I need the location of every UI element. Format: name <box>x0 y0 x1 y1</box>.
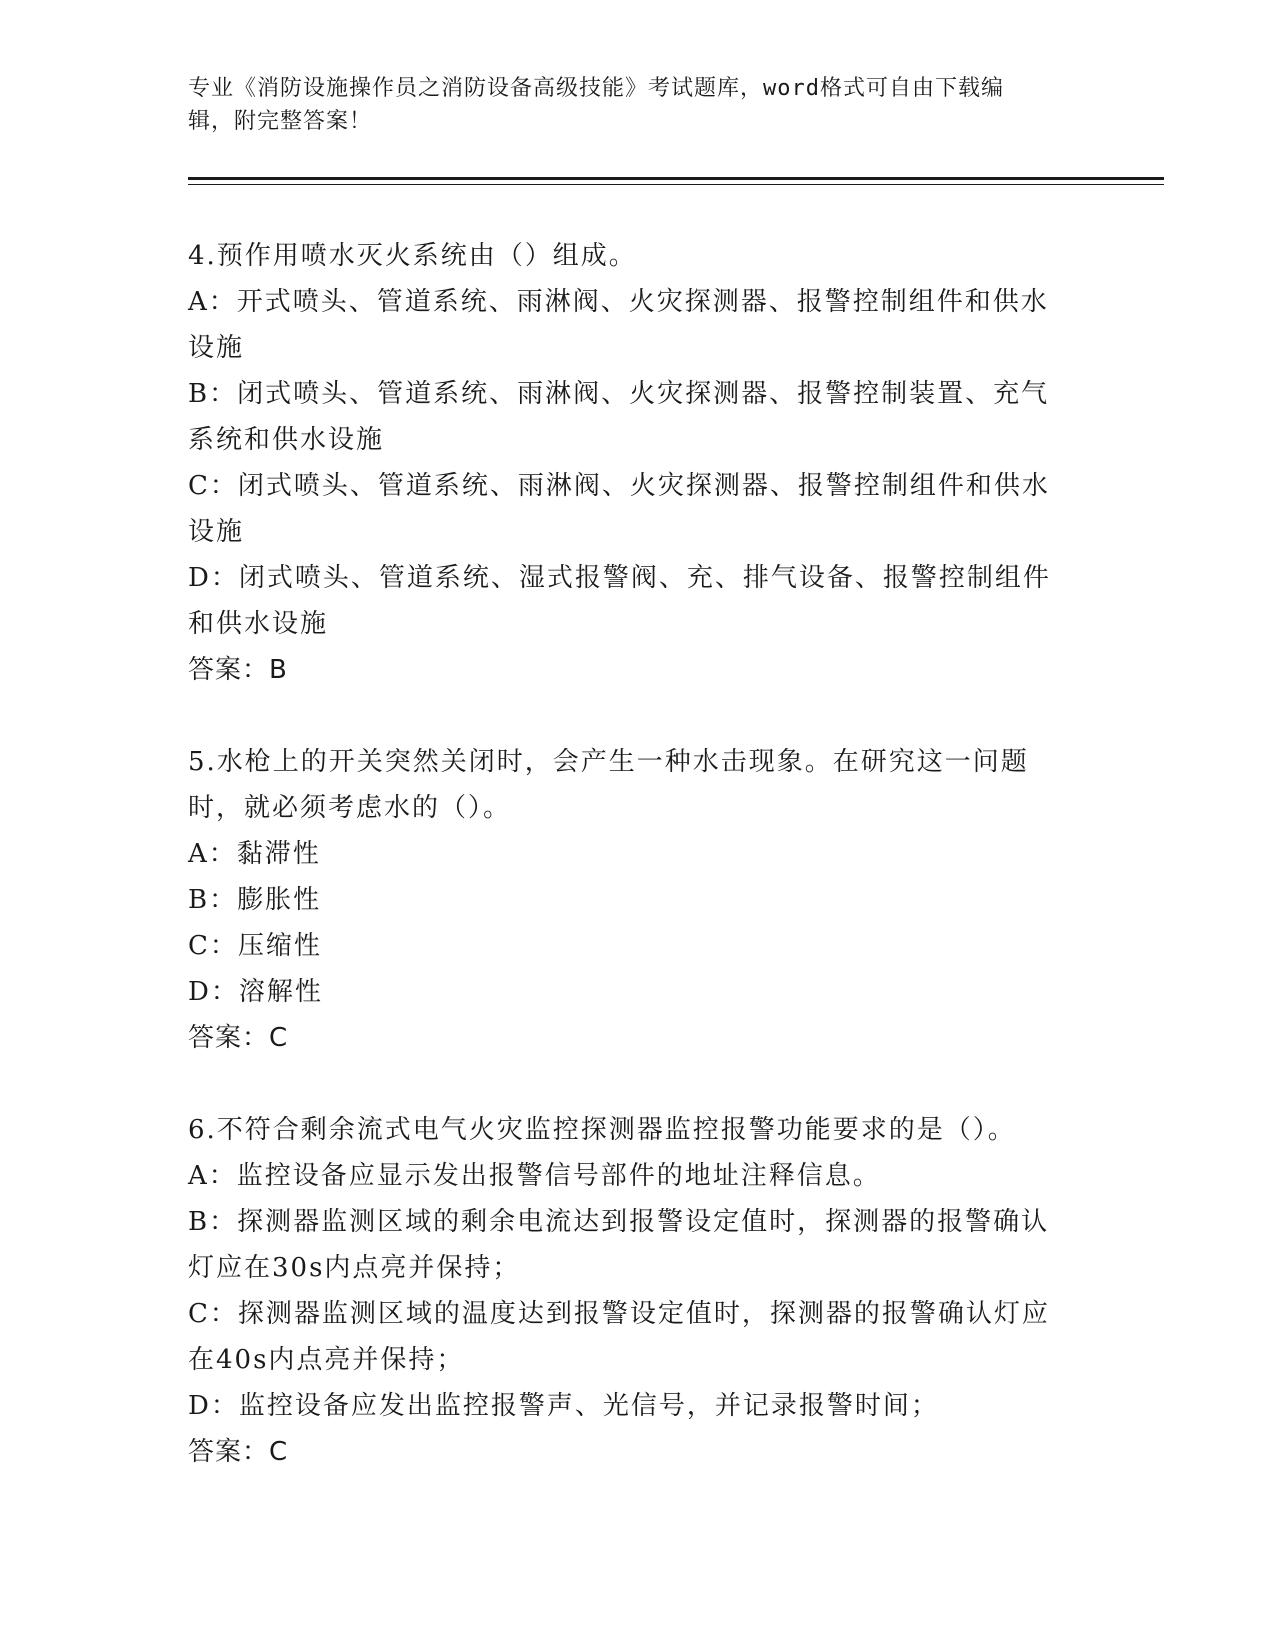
header-line-1: 专业《消防设施操作员之消防设备高级技能》考试题库，word格式可自由下载编 <box>188 76 1004 101</box>
option-b: B：膨胀性 <box>188 885 322 915</box>
question-block <box>188 233 1078 693</box>
question-stem-continued: 时，就必须考虑水的（）。 <box>188 793 512 823</box>
question-block <box>188 1107 1078 1475</box>
option-c: C：压缩性 <box>188 931 322 961</box>
question-stem: 6.不符合剩余流式电气火灾监控探测器监控报警功能要求的是（）。 <box>188 1115 1016 1145</box>
answer-line: 答案：C <box>188 1437 289 1467</box>
document-header <box>188 72 1068 138</box>
question-list <box>188 233 1078 1521</box>
option-a: A：黏滞性 <box>188 839 321 869</box>
question-stem: 4.预作用喷水灭火系统由（）组成。 <box>188 241 637 271</box>
option-d: D：监控设备应发出监控报警声、光信号，并记录报警时间； <box>188 1391 939 1421</box>
question-block <box>188 739 1078 1061</box>
option-b: B：闭式喷头、管道系统、雨淋阀、火灾探测器、报警控制装置、充气 系统和供水设施 <box>188 379 1050 455</box>
option-d: D：溶解性 <box>188 977 323 1007</box>
answer-line: 答案：C <box>188 1023 289 1053</box>
option-c: C：探测器监测区域的温度达到报警设定值时，探测器的报警确认灯应 在40s内点亮并保持； <box>188 1299 1050 1375</box>
option-c: C：闭式喷头、管道系统、雨淋阀、火灾探测器、报警控制组件和供水 设施 <box>188 471 1050 547</box>
header-divider-thin <box>188 184 1164 185</box>
header-line-2: 辑，附完整答案！ <box>188 109 373 134</box>
question-stem: 5.水枪上的开关突然关闭时，会产生一种水击现象。在研究这一问题 <box>188 747 1029 777</box>
option-a: A：开式喷头、管道系统、雨淋阀、火灾探测器、报警控制组件和供水 设施 <box>188 287 1049 363</box>
option-b: B：探测器监测区域的剩余电流达到报警设定值时，探测器的报警确认 灯应在30s内点亮并保持； <box>188 1207 1050 1283</box>
option-a: A：监控设备应显示发出报警信号部件的地址注释信息。 <box>188 1161 881 1191</box>
header-divider-thick <box>188 177 1164 180</box>
answer-line: 答案：B <box>188 655 288 685</box>
option-d: D：闭式喷头、管道系统、湿式报警阀、充、排气设备、报警控制组件 和供水设施 <box>188 563 1051 639</box>
